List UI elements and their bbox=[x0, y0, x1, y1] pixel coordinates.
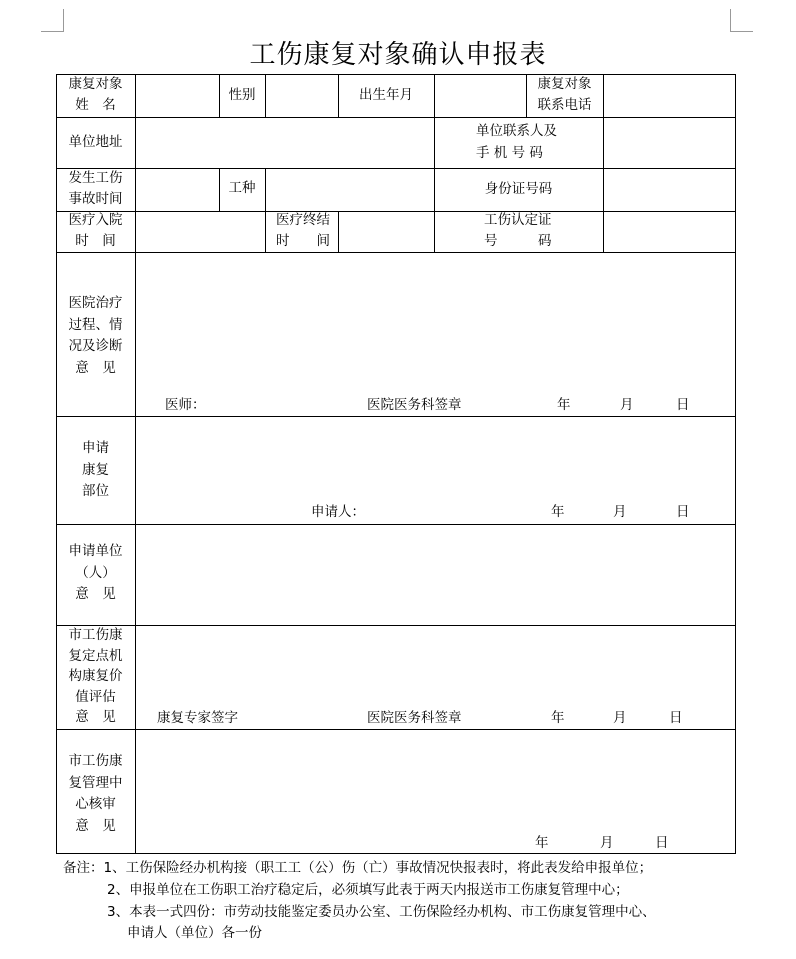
label-admit-2: 时 间 bbox=[75, 233, 116, 249]
expert-sign-label: 康复专家签字 bbox=[157, 710, 238, 726]
label-line: 市工伤康 bbox=[68, 627, 123, 643]
label-line: 申请单位 bbox=[68, 543, 123, 559]
unit-opinion-input[interactable] bbox=[135, 524, 736, 626]
label-line: 市工伤康 bbox=[68, 753, 123, 769]
label-line: 构康复价 bbox=[68, 668, 123, 684]
birth-input[interactable] bbox=[434, 74, 527, 118]
label-line: 医院治疗 bbox=[68, 295, 123, 311]
note-3-cont: 申请人（单位）各一份 bbox=[127, 925, 262, 941]
accident-time-input[interactable] bbox=[135, 168, 220, 212]
margin-corner-right bbox=[730, 9, 753, 32]
label-line: 部位 bbox=[82, 483, 109, 499]
year-label: 年 bbox=[551, 504, 565, 520]
day-label: 日 bbox=[669, 710, 683, 726]
gender-input[interactable] bbox=[265, 74, 339, 118]
name-input[interactable] bbox=[135, 74, 220, 118]
label-accident-2: 事故时间 bbox=[68, 191, 123, 207]
label-cert-2: 号 码 bbox=[484, 233, 552, 249]
id-input[interactable] bbox=[603, 168, 736, 212]
label-line: 值评估 bbox=[75, 688, 116, 705]
hospital-seal-label: 医院医务科签章 bbox=[367, 397, 462, 413]
note-3: 3、本表一式四份：市劳动技能鉴定委员办公室、工伤保险经办机构、市工伤康复管理中心、 bbox=[107, 904, 656, 920]
month-label: 月 bbox=[613, 504, 627, 520]
label-line: 复定点机 bbox=[68, 647, 123, 664]
label-line: 过程、情 bbox=[68, 316, 123, 333]
label-gender: 性别 bbox=[228, 87, 256, 103]
margin-corner-left bbox=[41, 9, 64, 32]
month-label: 月 bbox=[620, 397, 634, 413]
label-cert-1: 工伤认定证 bbox=[484, 212, 552, 228]
year-label: 年 bbox=[557, 397, 571, 413]
year-label: 年 bbox=[535, 835, 549, 851]
label-admit-1: 医疗入院 bbox=[68, 212, 123, 228]
label-line: 况及诊断 bbox=[68, 338, 123, 354]
label-id: 身份证号码 bbox=[484, 181, 553, 197]
job-input[interactable] bbox=[265, 168, 435, 212]
label-end-1: 医疗终结 bbox=[276, 212, 330, 228]
day-label: 日 bbox=[655, 835, 669, 851]
label-unit bbox=[56, 541, 135, 606]
label-name-1: 康复对象 bbox=[68, 76, 123, 92]
hospital-opinion-input[interactable] bbox=[135, 252, 736, 417]
label-address: 单位地址 bbox=[68, 134, 123, 150]
label-line: 意 见 bbox=[75, 709, 116, 725]
apply-part-input[interactable] bbox=[135, 416, 736, 525]
label-contact-1: 单位联系人及 bbox=[476, 123, 557, 139]
day-label: 日 bbox=[676, 397, 690, 413]
label-hospital bbox=[56, 293, 135, 379]
label-line: 意 见 bbox=[75, 817, 116, 834]
note-2: 2、申报单位在工伤职工治疗稳定后，必须填写此表于两天内报送市工伤康复管理中心； bbox=[107, 882, 629, 898]
doctor-label: 医师： bbox=[165, 397, 206, 413]
label-part bbox=[56, 438, 135, 503]
label-line: 意 见 bbox=[75, 586, 116, 602]
label-birth: 出生年月 bbox=[359, 87, 413, 103]
center-opinion-input[interactable] bbox=[135, 729, 736, 854]
hospital-seal-label: 医院医务科签章 bbox=[367, 710, 462, 726]
label-line: 康复 bbox=[82, 461, 109, 478]
end-time-input[interactable] bbox=[338, 211, 435, 253]
label-phone-1: 康复对象 bbox=[537, 76, 592, 92]
label-name-2: 姓 名 bbox=[75, 97, 116, 113]
form-title: 工伤康复对象确认申报表 bbox=[249, 40, 547, 70]
day-label: 日 bbox=[676, 504, 690, 520]
label-line: （人） bbox=[75, 564, 116, 581]
label-line: 复管理中 bbox=[68, 774, 123, 791]
label-line: 申请 bbox=[82, 440, 109, 456]
phone-input[interactable] bbox=[603, 74, 736, 118]
label-contact-2: 手 机 号 码 bbox=[476, 145, 543, 161]
label-accident-1: 发生工伤 bbox=[68, 170, 123, 186]
label-job: 工种 bbox=[228, 180, 256, 196]
note-1: 备注：1、工伤保险经办机构接（职工工（公）伤（亡）事故情况快报表时，将此表发给申报单位； bbox=[63, 860, 653, 876]
address-input[interactable] bbox=[135, 117, 435, 169]
label-line: 意 见 bbox=[75, 359, 116, 376]
label-center bbox=[56, 751, 135, 837]
label-end-2: 时 间 bbox=[276, 233, 330, 249]
applicant-label: 申请人： bbox=[311, 504, 365, 520]
year-label: 年 bbox=[551, 710, 565, 726]
label-assessment bbox=[56, 625, 135, 728]
month-label: 月 bbox=[600, 835, 614, 851]
cert-input[interactable] bbox=[603, 211, 736, 253]
contact-input[interactable] bbox=[603, 117, 736, 169]
label-line: 心核审 bbox=[75, 796, 116, 812]
admit-time-input[interactable] bbox=[135, 211, 266, 253]
label-phone-2: 联系电话 bbox=[537, 97, 592, 113]
month-label: 月 bbox=[613, 710, 627, 726]
